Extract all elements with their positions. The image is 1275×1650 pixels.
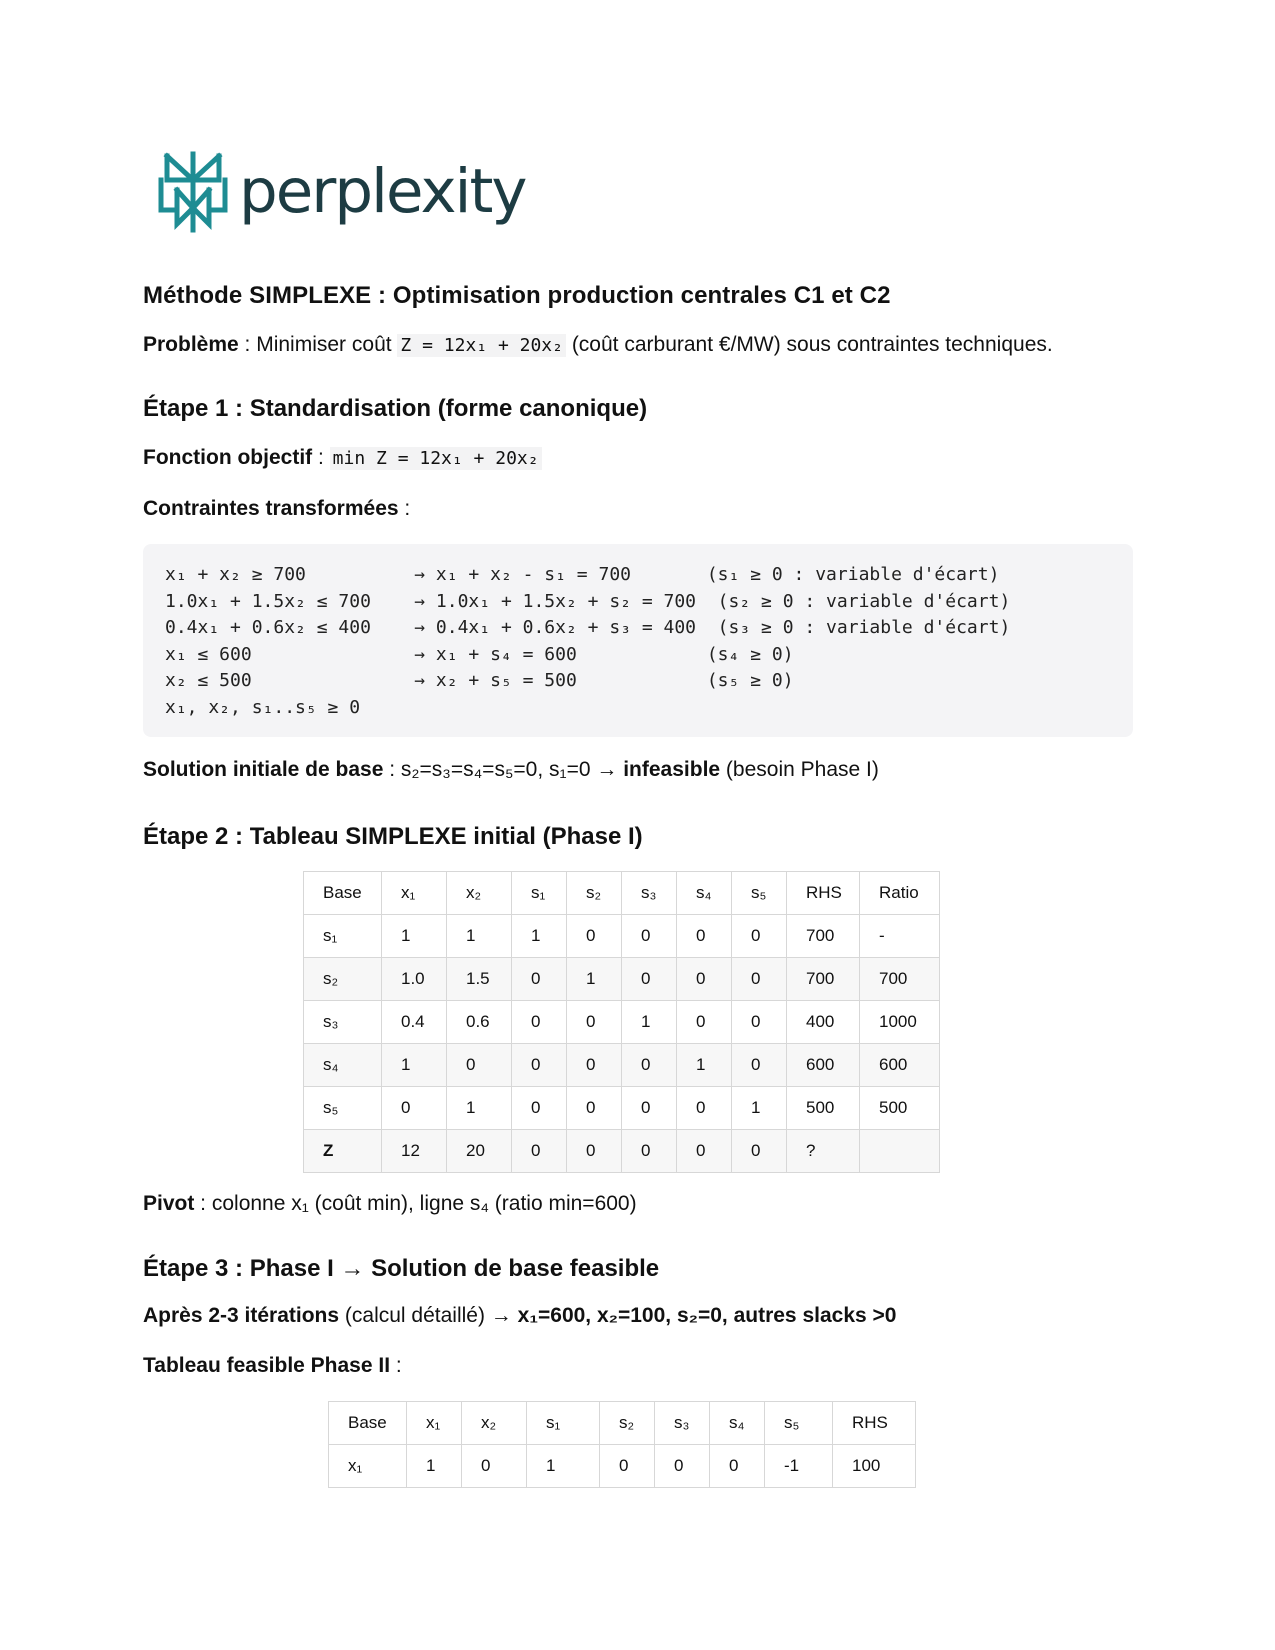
table-cell: 0 (567, 1001, 622, 1044)
header-cell: Base (304, 872, 382, 915)
header-cell: x₁ (382, 872, 447, 915)
constraints-label: Contraintes transformées (143, 497, 399, 520)
table-row (304, 1001, 940, 1044)
code-line: x₂ ≤ 500 → x₂ + s₅ = 500 (s₅ ≥ 0) (165, 670, 794, 691)
page-title: Méthode SIMPLEXE : Optimisation production centrales C1 et C2 (143, 282, 891, 309)
iter-result: x₁=600, x₂=100, s₂=0, autres slacks >0 (517, 1304, 897, 1327)
table-cell: s₄ (304, 1044, 382, 1087)
problem-text-after: (coût carburant €/MW) sous contraintes techniques. (565, 333, 1053, 356)
problem-text-before: Minimiser coût (256, 333, 398, 356)
table-cell: 600 (860, 1044, 940, 1087)
table-cell: 700 (787, 958, 860, 1001)
problem-formula: Z = 12x₁ + 20x₂ (397, 334, 566, 357)
table-cell: 0.6 (447, 1001, 512, 1044)
table-cell: 1 (622, 1001, 677, 1044)
table-cell: 0 (622, 1044, 677, 1087)
table-cell: 500 (787, 1087, 860, 1130)
code-line: 0.4x₁ + 0.6x₂ ≤ 400 → 0.4x₁ + 0.6x₂ + s₃ = 400 (s₃ ≥ 0 : variable d'écart) (165, 617, 1011, 638)
table-cell: 1 (407, 1445, 462, 1488)
table-cell: 700 (860, 958, 940, 1001)
table-cell: s₃ (304, 1001, 382, 1044)
table-cell: 1 (527, 1445, 600, 1488)
table-cell: 0 (622, 915, 677, 958)
table-cell: 0 (462, 1445, 527, 1488)
table-cell: 1 (447, 915, 512, 958)
code-line: x₁ ≤ 600 → x₁ + s₄ = 600 (s₄ ≥ 0) (165, 643, 794, 665)
step1-heading: Étape 1 : Standardisation (forme canonique) (143, 395, 648, 422)
table-row (329, 1445, 916, 1488)
table-cell: 1 (382, 1044, 447, 1087)
table-cell: s₁ (304, 915, 382, 958)
table-header-row (329, 1402, 916, 1445)
table-cell: 1.5 (447, 958, 512, 1001)
initial-solution (143, 755, 1133, 785)
header-cell: s₃ (655, 1402, 710, 1445)
table-cell: 0 (677, 958, 732, 1001)
table-cell: 0 (677, 915, 732, 958)
problem-label: Problème (143, 333, 239, 356)
table-cell: 0 (567, 1087, 622, 1130)
table-cell: 0 (512, 1044, 567, 1087)
table-cell: 20 (447, 1130, 512, 1173)
code-line: x₁, x₂, s₁..s₅ ≥ 0 (165, 696, 361, 718)
table-cell: 0.4 (382, 1001, 447, 1044)
simplex-feasible-table (328, 1401, 916, 1488)
table-cell: 100 (833, 1445, 916, 1488)
table-header-row (304, 872, 940, 915)
table-cell: 0 (732, 1001, 787, 1044)
header-cell: s₃ (622, 872, 677, 915)
table-cell: 1 (512, 915, 567, 958)
iter-bold: Après 2-3 itérations (143, 1304, 340, 1327)
table-cell: -1 (765, 1445, 833, 1488)
initial-bold: infeasible (623, 758, 721, 781)
table-cell: - (860, 915, 940, 958)
objective-function (143, 443, 1133, 474)
header-cell: Ratio (860, 872, 940, 915)
header-cell: RHS (833, 1402, 916, 1445)
table-cell: s₅ (304, 1087, 382, 1130)
table-cell: 500 (860, 1087, 940, 1130)
table-cell: ? (787, 1130, 860, 1173)
header-cell: s₄ (677, 872, 732, 915)
document-page (143, 150, 1133, 1488)
table-cell: 600 (787, 1044, 860, 1087)
table-cell: 12 (382, 1130, 447, 1173)
table-row (304, 958, 940, 1001)
table-cell: 0 (732, 1130, 787, 1173)
step3-heading: Étape 3 : Phase I → Solution de base feasible (143, 1255, 660, 1282)
objective-formula: min Z = 12x₁ + 20x₂ (330, 447, 542, 470)
table-cell: 1000 (860, 1001, 940, 1044)
table-cell: 1 (447, 1087, 512, 1130)
table-row (304, 1044, 940, 1087)
feasible-table-heading (143, 1351, 1133, 1381)
table-cell: 0 (622, 1087, 677, 1130)
header-cell: RHS (787, 872, 860, 915)
problem-sep: : (238, 333, 257, 356)
initial-after: (besoin Phase I) (720, 758, 879, 781)
pivot-label: Pivot (143, 1192, 195, 1215)
header-cell: s₂ (567, 872, 622, 915)
step2-heading: Étape 2 : Tableau SIMPLEXE initial (Phase I) (143, 823, 643, 850)
initial-label: Solution initiale de base (143, 758, 384, 781)
header-cell: x₂ (462, 1402, 527, 1445)
table-row (304, 915, 940, 958)
table-cell: 0 (512, 1130, 567, 1173)
initial-text: : s₂=s₃=s₄=s₅=0, s₁=0 → (383, 758, 624, 781)
table-cell: 0 (732, 958, 787, 1001)
table-cell: 0 (732, 1044, 787, 1087)
table-cell: 0 (710, 1445, 765, 1488)
constraints-heading (143, 494, 1133, 524)
perplexity-logo (157, 150, 1133, 234)
code-line: 1.0x₁ + 1.5x₂ ≤ 700 → 1.0x₁ + 1.5x₂ + s₂ = 700 (s₂ ≥ 0 : variable d'écart) (165, 590, 1011, 612)
table-row (304, 1130, 940, 1173)
table-cell: 1 (567, 958, 622, 1001)
iterations-note (143, 1301, 1133, 1331)
table-cell: 0 (600, 1445, 655, 1488)
header-cell: s₁ (527, 1402, 600, 1445)
problem-statement (143, 330, 1133, 361)
header-cell: s₂ (600, 1402, 655, 1445)
header-cell: s₁ (512, 872, 567, 915)
logo-wordmark: perplexity (239, 156, 526, 227)
table-cell: 0 (512, 1001, 567, 1044)
table-cell: 0 (567, 1130, 622, 1173)
table-cell: 0 (732, 915, 787, 958)
table-cell: 1 (382, 915, 447, 958)
table-cell: s₂ (304, 958, 382, 1001)
table-cell: 0 (677, 1001, 732, 1044)
table-cell: 0 (567, 1044, 622, 1087)
table-cell: Z (304, 1130, 382, 1173)
table-cell: 1.0 (382, 958, 447, 1001)
table-cell: 0 (512, 1087, 567, 1130)
table-cell: 0 (622, 1130, 677, 1173)
table-cell: 0 (447, 1044, 512, 1087)
header-cell: Base (329, 1402, 407, 1445)
table-cell: 0 (677, 1130, 732, 1173)
table-cell: 0 (655, 1445, 710, 1488)
table-cell: 400 (787, 1001, 860, 1044)
simplex-initial-table (303, 871, 940, 1173)
pivot-text: : colonne x₁ (coût min), ligne s₄ (ratio min=600) (194, 1192, 637, 1215)
feasible-label: Tableau feasible Phase II (143, 1354, 391, 1377)
header-cell: s₄ (710, 1402, 765, 1445)
header-cell: s₅ (765, 1402, 833, 1445)
objective-sep: : (312, 446, 330, 469)
table-cell: 700 (787, 915, 860, 958)
header-cell: x₂ (447, 872, 512, 915)
objective-label: Fonction objectif (143, 446, 313, 469)
table-cell: 1 (732, 1087, 787, 1130)
table-cell: 0 (622, 958, 677, 1001)
table-cell: 0 (677, 1087, 732, 1130)
table-cell (860, 1130, 940, 1173)
constraints-sep: : (398, 497, 411, 520)
table-row (304, 1087, 940, 1130)
table-cell: 1 (677, 1044, 732, 1087)
header-cell: x₁ (407, 1402, 462, 1445)
table-cell: 0 (382, 1087, 447, 1130)
feasible-sep: : (390, 1354, 402, 1377)
perplexity-logo-icon (157, 150, 229, 234)
header-cell: s₅ (732, 872, 787, 915)
pivot-note (143, 1189, 1133, 1219)
iter-text: (calcul détaillé) → (339, 1304, 518, 1327)
table-cell: 0 (512, 958, 567, 1001)
table-cell: x₁ (329, 1445, 407, 1488)
constraints-code-block (143, 544, 1133, 737)
table-cell: 0 (567, 915, 622, 958)
code-line: x₁ + x₂ ≥ 700 → x₁ + x₂ - s₁ = 700 (s₁ ≥ 0 : variable d'écart) (165, 564, 1000, 585)
